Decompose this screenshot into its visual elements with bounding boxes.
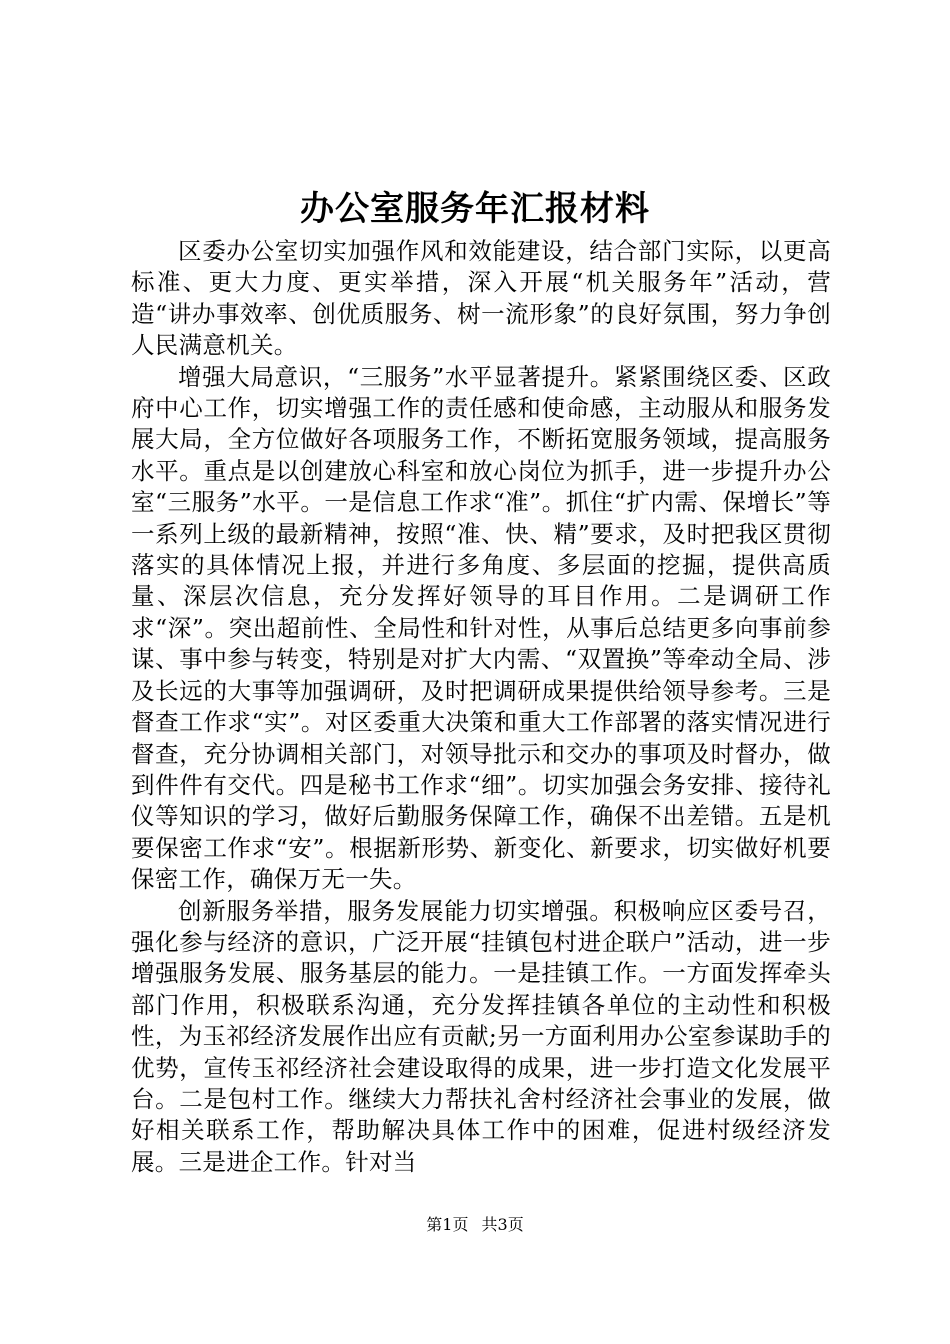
paragraph-intro: 区委办公室切实加强作风和效能建设，结合部门实际，以更高标准、更大力度、更实举措，深入开展“机关服务年”活动，营造“讲办事效率、创优质服务、树一流形象”的良好氛围，努力争创人民满意机关。 xyxy=(131,237,831,360)
page-number: 第1页 xyxy=(426,1215,469,1234)
paragraph-service-awareness: 增强大局意识，“三服务”水平显著提升。紧紧围绕区委、区政府中心工作，切实增强工作的责任感和使命感，主动服从和服务发展大局，全方位做好各项服务工作，不断拓宽服务领域，提高服务水平。重点是以创建放心科室和放心岗位为抓手，进一步提升办公室“三服务”水平。一是信息工作求“准”。抓住“扩内需、保增长”等一系列上级的最新精神，按照“准、快、精”要求，及时把我区贯彻落实的具体情况上报，并进行多角度、多层面的挖掘，提供高质量、深层次信息，充分发挥好领导的耳目作用。二是调研工作求“深”。突出超前性、全局性和针对性，从事后总结更多向事前参谋、事中参与转变，特别是对扩大内需、“双置换”等牵动全局、涉及长远的大事等加强调研，及时把调研成果提供给领导参考。三是督查工作求“实”。对区委重大决策和重大工作部署的落实情况进行督查，充分协调相关部门，对领导批示和交办的事项及时督办，做到件件有交代。四是秘书工作求“细”。切实加强会务安排、接待礼仪等知识的学习，做好后勤服务保障工作，确保不出差错。五是机要保密工作求“安”。根据新形势、新变化、新要求，切实做好机要保密工作，确保万无一失。 xyxy=(131,362,831,894)
document-title: 办公室服务年汇报材料 xyxy=(300,189,650,229)
page-footer xyxy=(0,1214,950,1236)
page-total: 共3页 xyxy=(481,1215,524,1234)
paragraph-service-innovation: 创新服务举措，服务发展能力切实增强。积极响应区委号召，强化参与经济的意识，广泛开展“挂镇包村进企联户”活动，进一步增强服务发展、服务基层的能力。一是挂镇工作。一方面发挥牵头部门作用，积极联系沟通，充分发挥挂镇各单位的主动性和积极性，为玉祁经济发展作出应有贡献;另一方面利用办公室参谋助手的优势，宣传玉祁经济社会建设取得的成果，进一步打造文化发展平台。二是包村工作。继续大力帮扶礼舍村经济社会事业的发展，做好相关联系工作，帮助解决具体工作中的困难，促进村级经济发展。三是进企工作。针对当 xyxy=(131,896,831,1176)
document-body xyxy=(131,236,831,1178)
